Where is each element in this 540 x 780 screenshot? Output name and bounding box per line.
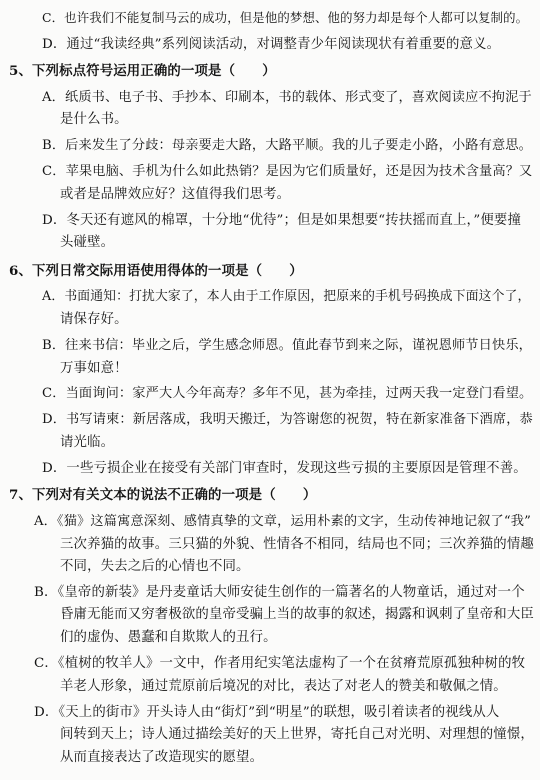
q7-option-b: B．《皇帝的新装》是丹麦童话大师安徒生创作的一篇著名的人物童话，通过对一个: [34, 584, 525, 600]
q6-option-d-cont: 请光临。: [60, 434, 115, 450]
q5-option-a-cont: 是什么书。: [60, 112, 128, 128]
q6-option-b-cont: 万事如意！: [60, 360, 128, 376]
q7-option-c-cont: 羊老人形象，通过荒原前后境况的对比，表达了对老人的赞美和敬佩之情。: [60, 679, 507, 695]
q5-option-d: D．冬天还有遮风的棉罩，十分地“优待”；但是如果想要“抟扶摇而直上，”便要撞: [42, 212, 522, 228]
q7-option-a-cont2: 不同，失去之后的心情也不同。: [60, 559, 250, 575]
question-6: 6、下列日常交际用语使用得体的一项是（ ）: [9, 262, 303, 279]
q7-option-d-cont2: 从而直接表达了改造现实的愿望。: [60, 749, 264, 765]
q5-option-c: C．苹果电脑、手机为什么如此热销？是因为它们质量好，还是因为技术含量高？又: [42, 164, 533, 180]
q7-option-c: C．《植树的牧羊人》一文中，作者用纪实笔法虚构了一个在贫瘠荒原孤独种树的牧: [34, 656, 526, 672]
q6-option-d: D．书写请柬：新居落成，我明天搬迁，为答谢您的祝贺，特在新家准备下酒席，恭: [42, 411, 533, 427]
question-7: 7、下列对有关文本的说法不正确的一项是（ ）: [9, 487, 317, 504]
q7-option-a-cont1: 三次养猫的故事。三只猫的外貌、性情各不相同，结局也不同；三次养猫的情趣: [60, 536, 534, 552]
q7-option-b-cont2: 们的虚伪、愚蠢和自欺欺人的丑行。: [60, 630, 277, 646]
q5-option-b: B．后来发生了分歧：母亲要走大路，大路平顺。我的儿子要走小路，小路有意思。: [42, 137, 532, 153]
q6-option-a-cont: 请保存好。: [60, 311, 128, 327]
q6-option-b: B．往来书信：毕业之后，学生感念师恩。值此春节到来之际，谨祝恩师节日快乐，: [42, 338, 532, 354]
option-d-prev: D．通过“我读经典”系列阅读活动，对调整青少年阅读现状有着重要的意义。: [42, 36, 501, 52]
q5-option-d-cont: 头碰壁。: [60, 235, 115, 251]
q7-option-b-cont1: 昏庸无能而又穷奢极欲的皇帝受骗上当的故事的叙述，揭露和讽刺了皇帝和大臣: [60, 607, 534, 623]
q5-option-c-cont: 或者是品牌效应好？这值得我们思考。: [60, 187, 291, 203]
q7-option-d: D．《天上的街市》开头诗人由“街灯”到“明星”的联想，吸引着读者的视线从人: [34, 704, 500, 720]
q5-option-a: A．纸质书、电子书、手抄本、印刷本，书的载体、形式变了，喜欢阅读应不拘泥于: [42, 89, 532, 105]
q6-option-d-extra: D．一些亏损企业在接受有关部门审查时，发现这些亏损的主要原因是管理不善。: [42, 460, 527, 476]
q7-option-d-cont1: 间转到天上；诗人通过描绘美好的天上世界，寄托自己对光明、对理想的憧憬，: [60, 727, 534, 743]
q6-option-a: A．书面通知：打扰大家了，本人由于工作原因，把原来的手机号码换成下面这个了，: [42, 289, 531, 305]
q7-option-a: A．《猫》这篇寓意深刻、感情真挚的文章，运用朴素的文字，生动传神地记叙了“我”: [34, 513, 532, 529]
question-5: 5、下列标点符号运用正确的一项是（ ）: [9, 63, 276, 80]
q6-option-c: C．当面询问：家严大人今年高寿？多年不见，甚为牵挂，过两天我一定登门看望。: [42, 386, 533, 402]
option-c-prev: C．也许我们不能复制马云的成功，但是他的梦想、他的努力却是每个人都可以复制的。: [42, 10, 529, 26]
